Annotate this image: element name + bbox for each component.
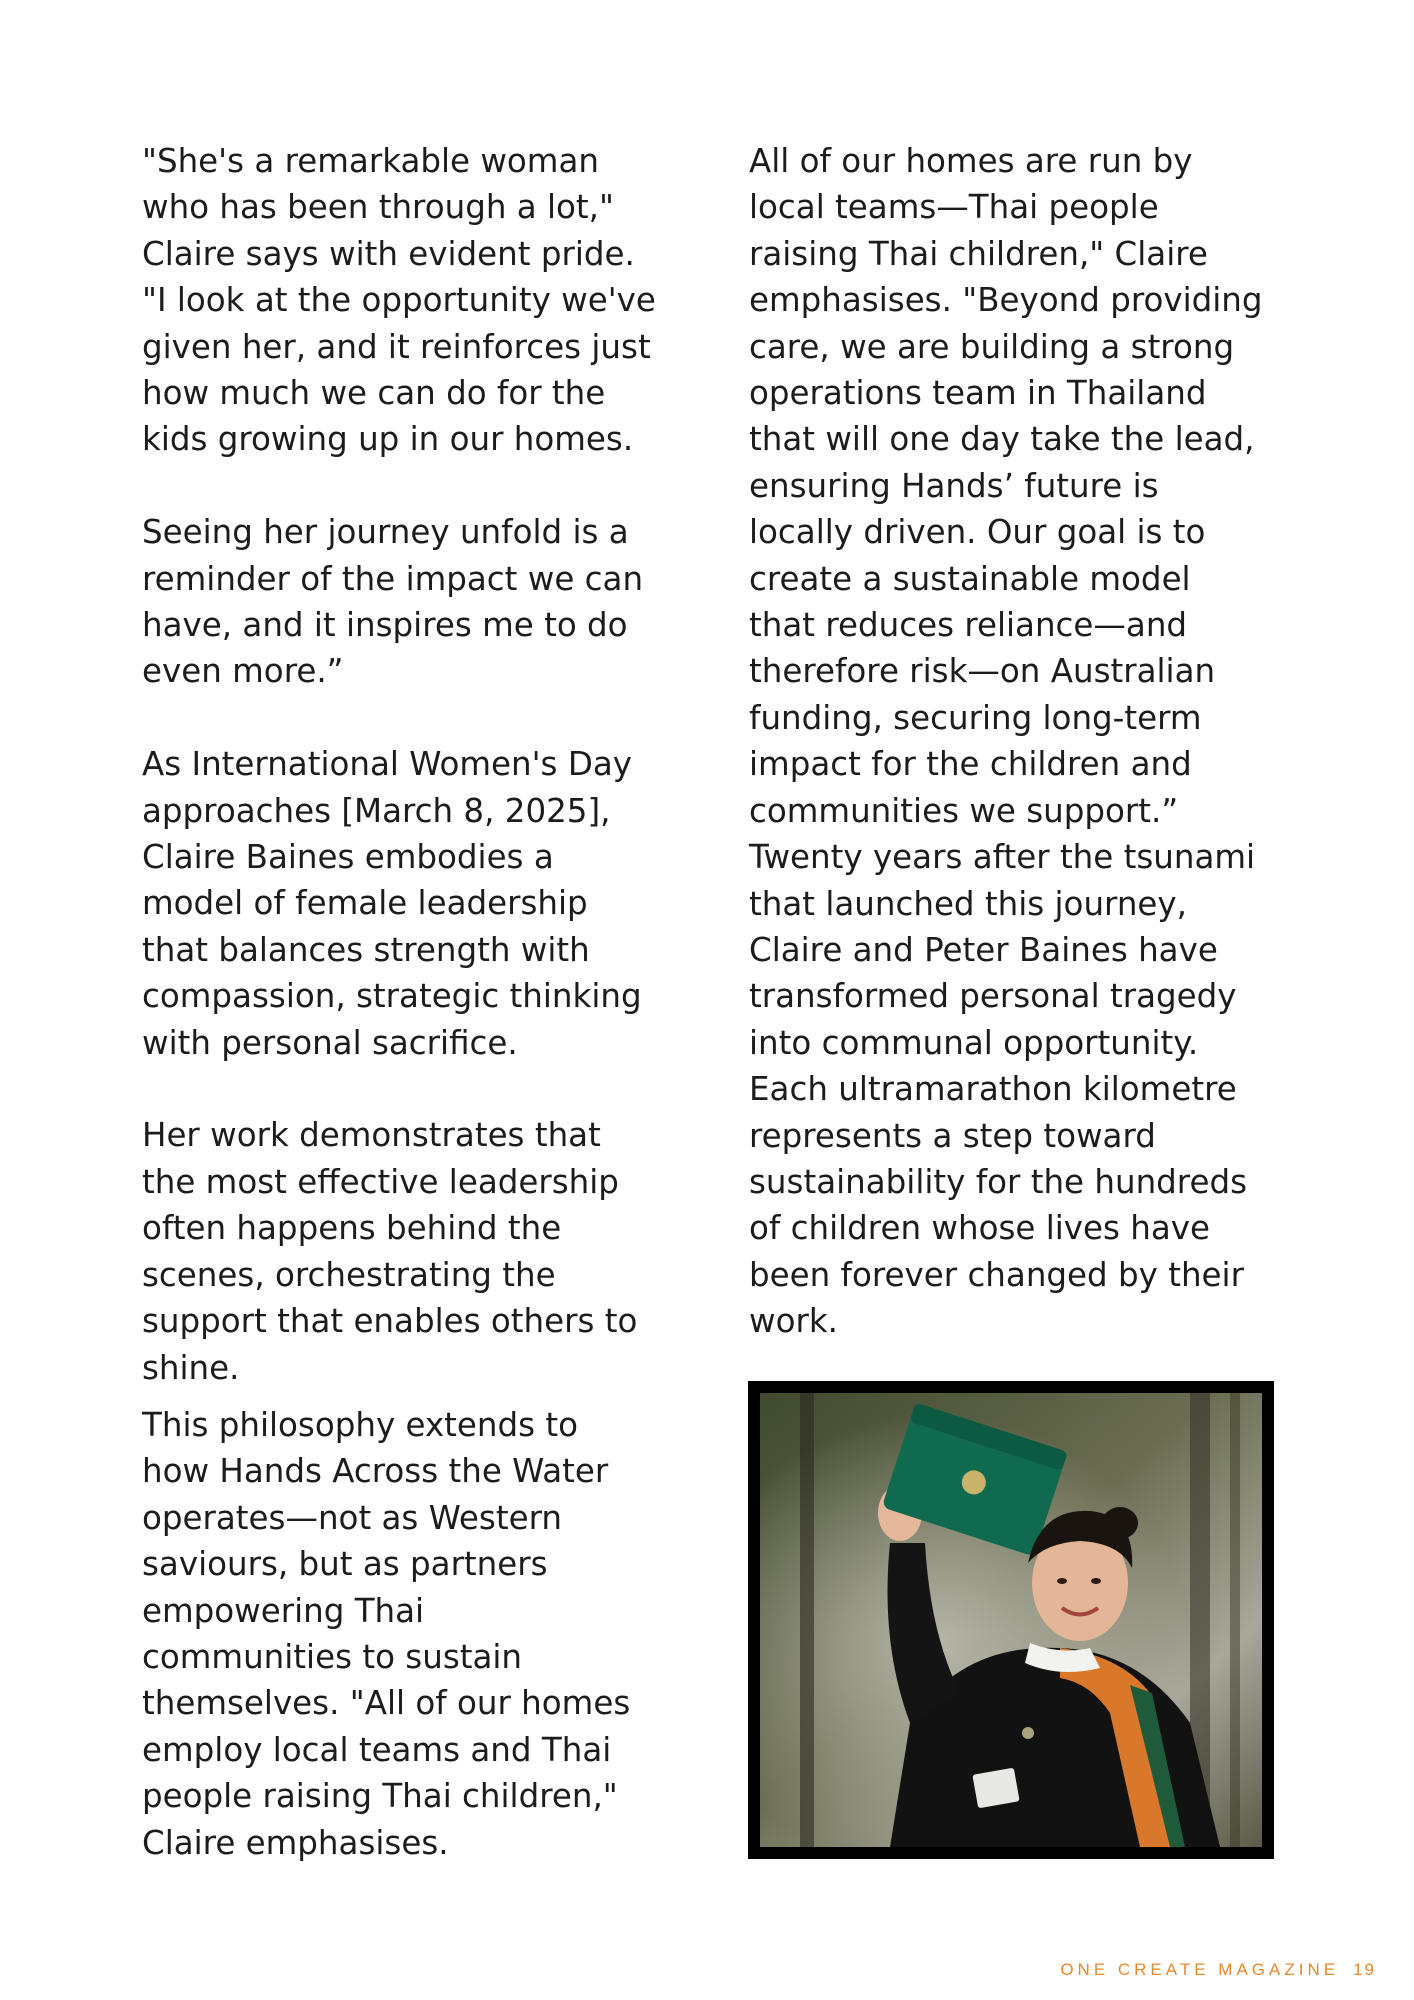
graduation-photo-frame (748, 1381, 1274, 1859)
paragraph-gap (142, 695, 682, 741)
left-column (142, 138, 682, 1866)
paragraph-womens-day: As International Women's Day approaches [March 8, 2025], Claire Baines embodies a model of female leadership that balances strength with compassion, strategic thinking with personal sacrifice. (142, 745, 642, 1062)
paragraph-effective-leadership: Her work demonstrates that the most effective leadership often happens behind the scenes, orchestrating the support that enables others to shine. (142, 1116, 638, 1387)
page-footer (1060, 1960, 1376, 1980)
paragraph-philosophy: This philosophy extends to how Hands Across the Water operates—not as Western saviours, but as partners empowering Thai communities to sustain themselves. "All of our homes employ local teams and Thai people raising Thai children," Claire emphasises. (142, 1405, 631, 1862)
paragraph-journey-unfold: Seeing her journey unfold is a reminder of the impact we can have, and it inspires me to do even more.” (142, 513, 644, 691)
graduation-photo (760, 1393, 1262, 1847)
paragraph-quote-remarkable-woman: "She's a remarkable woman who has been through a lot," Claire says with evident pride. "I look at the opportunity we've given her, and it reinforces just how much we can do for the kids growing up in our homes. (142, 142, 656, 459)
graduation-photo-image (760, 1393, 1262, 1847)
paragraph-gap (142, 463, 682, 509)
magazine-name: ONE CREATE MAGAZINE (1060, 1960, 1340, 1979)
right-column (749, 138, 1289, 1345)
paragraph-gap (142, 1391, 682, 1402)
page-number: 19 (1353, 1960, 1376, 1979)
paragraph-gap (142, 1066, 682, 1112)
paragraph-local-teams: All of our homes are run by local teams—Thai people raising Thai children," Claire emphasises. "Beyond providing care, we are building a strong operations team in Thailand that will one day take the lead, ensuring Hands’ future is locally driven. Our goal is to create a sustainable model that reduces reliance—and therefore risk—on Australian funding, securing long-term impact for the children and communities we support.” Twenty years after the tsunami that launched this journey, Claire and Peter Baines have transformed personal tragedy into communal opportunity. Each ultramarathon kilometre represents a step toward sustainability for the hundreds of children whose lives have been forever changed by their work. (749, 142, 1263, 1341)
